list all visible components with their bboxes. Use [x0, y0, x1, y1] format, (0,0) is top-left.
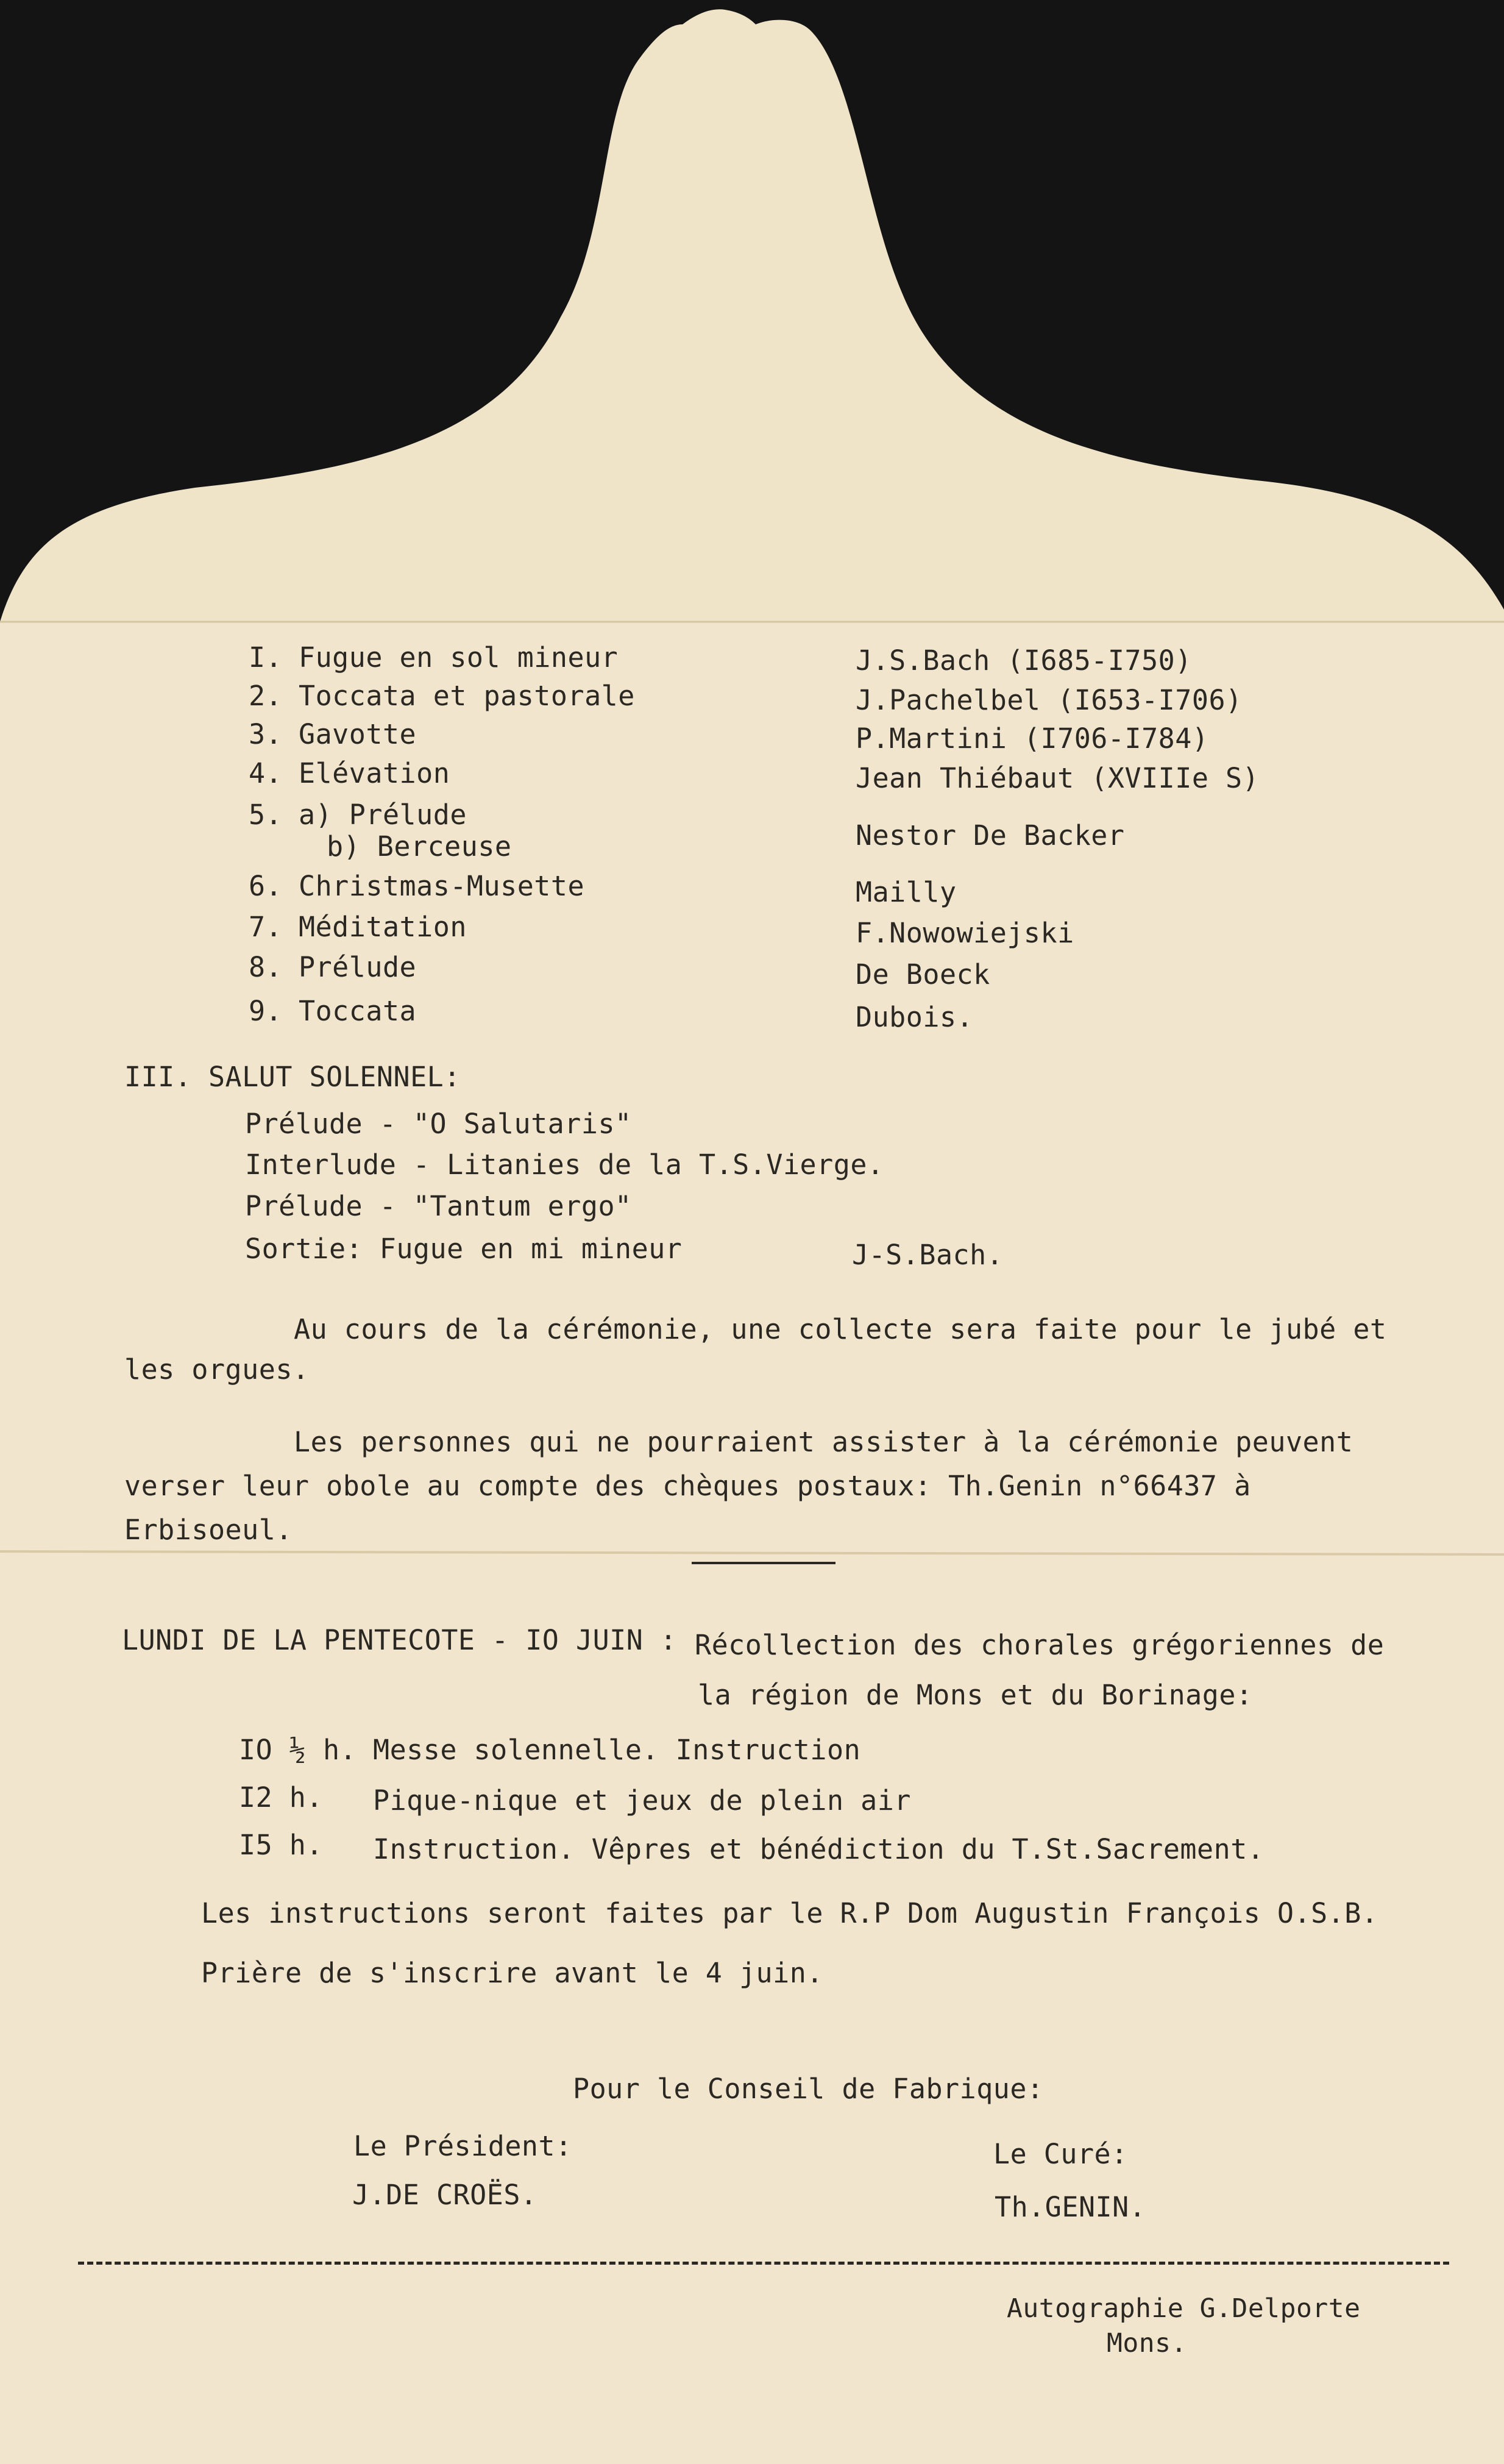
- program-title: Fugue en sol mineur: [299, 641, 619, 674]
- signatures-intro: Pour le Conseil de Fabrique:: [573, 2073, 1044, 2105]
- schedule-time: I5 h.: [239, 1829, 323, 1861]
- schedule-time: I2 h.: [239, 1781, 323, 1814]
- obole-paragraph: Les personnes qui ne pourraient assister à la cérémonie peuvent verser leur obole au compte des chèques postaux: Th.Genin n°66437 à Erbisoeul.: [124, 1426, 1353, 1546]
- program-title-second: b) Berceuse: [327, 830, 512, 863]
- footer-rule: [78, 2262, 1449, 2265]
- program-title: Elévation: [299, 757, 450, 789]
- section-heading: III. SALUT SOLENNEL:: [124, 1061, 461, 1093]
- pentecote-description: Récollection des chorales grégoriennes de: [695, 1629, 1385, 1661]
- program-num: 4.: [249, 757, 283, 789]
- program-title: Toccata et pastorale: [299, 680, 635, 712]
- section-separator: [692, 1562, 835, 1564]
- schedule-event: Messe solennelle. Instruction: [373, 1734, 861, 1766]
- salut-composer: J-S.Bach.: [852, 1239, 1004, 1271]
- program-composer: J.Pachelbel (I653-I706): [856, 684, 1243, 716]
- program-num: 3.: [249, 718, 283, 750]
- program-composer: Jean Thiébaut (XVIIIe S): [856, 762, 1260, 794]
- instructions-line: Les instructions seront faites par le R.P Dom Augustin François O.S.B.: [201, 1897, 1378, 1929]
- cure-title: Le Curé:: [993, 2138, 1128, 2170]
- program-num: 8.: [249, 951, 283, 983]
- schedule-event: Instruction. Vêpres et bénédiction du T.St.Sacrement.: [373, 1833, 1265, 1865]
- program-title: Méditation: [299, 911, 467, 943]
- schedule-event: Pique-nique et jeux de plein air: [373, 1784, 911, 1817]
- program-composer: F.Nowowiejski: [856, 917, 1074, 949]
- program-num: 7.: [249, 911, 283, 943]
- salut-line: Interlude - Litanies de la T.S.Vierge.: [245, 1148, 884, 1181]
- program-composer: Dubois.: [856, 1001, 974, 1033]
- pentecote-description: la région de Mons et du Borinage:: [698, 1679, 1253, 1711]
- program-composer: Mailly: [856, 876, 957, 908]
- program-composer: Nestor De Backer: [856, 819, 1125, 852]
- program-num: 2.: [249, 680, 283, 712]
- program-num: I.: [249, 641, 283, 674]
- cure-name: Th.GENIN.: [995, 2191, 1146, 2223]
- program-composer: P.Martini (I706-I784): [856, 722, 1209, 755]
- pentecote-heading: LUNDI DE LA PENTECOTE - IO JUIN :: [122, 1624, 677, 1656]
- printer-name: Autographie G.Delporte: [1007, 2293, 1361, 2324]
- program-title: Gavotte: [299, 718, 417, 750]
- program-title: Prélude: [299, 951, 417, 983]
- program-title: Toccata: [299, 995, 417, 1027]
- program-num: 5.: [249, 799, 283, 831]
- president-title: Le Président:: [353, 2130, 572, 2162]
- program-title: Christmas-Musette: [299, 870, 585, 902]
- program-title: a) Prélude: [299, 799, 467, 831]
- program-num: 6.: [249, 870, 283, 902]
- president-name: J.DE CROËS.: [352, 2179, 537, 2211]
- printer-city: Mons.: [1107, 2328, 1187, 2359]
- schedule-time: IO ½ h.: [239, 1734, 357, 1766]
- salut-line: Sortie: Fugue en mi mineur: [245, 1233, 683, 1265]
- collecte-paragraph: Au cours de la cérémonie, une collecte sera faite pour le jubé et les orgues.: [124, 1313, 1387, 1386]
- program-composer: J.S.Bach (I685-I750): [856, 644, 1192, 677]
- program-composer: De Boeck: [856, 958, 990, 991]
- salut-line: Prélude - "Tantum ergo": [245, 1190, 632, 1222]
- salut-line: Prélude - "O Salutaris": [245, 1108, 632, 1140]
- program-num: 9.: [249, 995, 283, 1027]
- inscription-line: Prière de s'inscrire avant le 4 juin.: [201, 1957, 823, 1989]
